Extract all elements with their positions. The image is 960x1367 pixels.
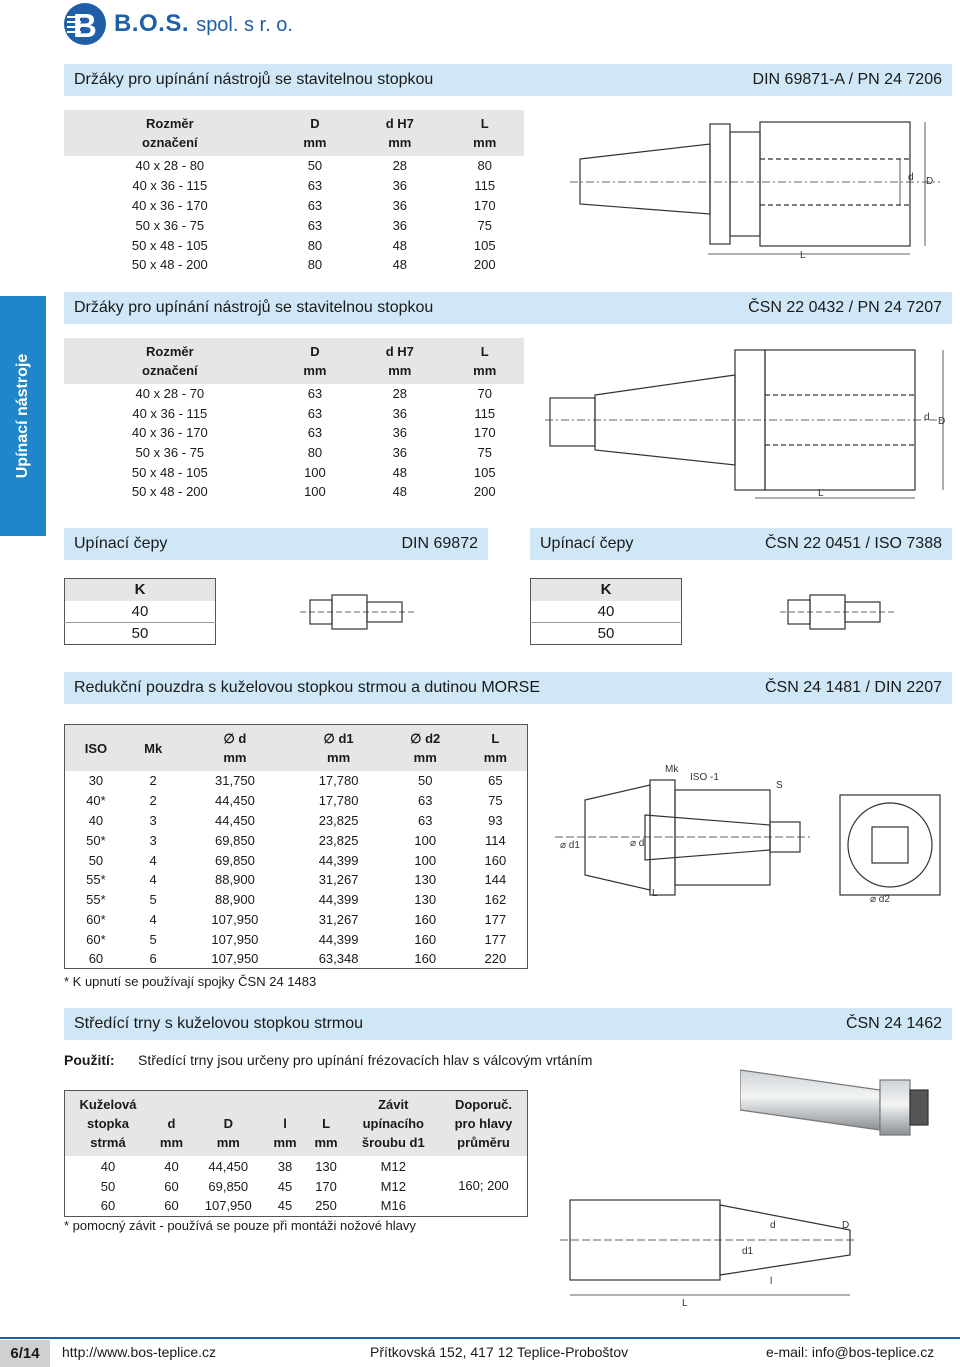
table-row (64, 482, 524, 502)
column-header (347, 1091, 440, 1157)
table-cell: 44,399 (290, 850, 386, 870)
table-cell: 36 (354, 196, 445, 216)
column-header-line: mm (473, 135, 497, 150)
column-header (276, 110, 355, 156)
table-cell: 63 (276, 215, 355, 235)
table-cell: 5 (127, 929, 180, 949)
column-header-line: upínacího (362, 1116, 424, 1131)
table-cell: 100 (387, 830, 464, 850)
column-header-line: mm (216, 1135, 240, 1150)
column-header-line: d H7 (385, 116, 414, 131)
table-cell: 50 (65, 1176, 151, 1196)
table-row (64, 215, 524, 235)
section4-title: Redukční pouzdra s kuželovou stopkou strmou a dutinou MORSE (74, 679, 541, 696)
table-cell: 63,348 (290, 949, 386, 969)
table-row (64, 443, 524, 463)
footer-address: Přítkovská 152, 417 12 Teplice-Proboštov (370, 1344, 629, 1360)
column-header-line: Rozměr (145, 344, 194, 359)
table-cell: 40 x 36 - 170 (64, 196, 276, 216)
table-row (65, 929, 528, 949)
drawing5-label-l: l (770, 1276, 773, 1287)
table-cell: 4 (127, 850, 180, 870)
table-cell: 50 (276, 156, 355, 176)
table-cell: 75 (464, 791, 528, 811)
table-row (65, 811, 528, 831)
section4-table (64, 724, 528, 969)
table-cell: 200 (445, 255, 524, 275)
table-row (64, 384, 524, 404)
table-cell: 93 (464, 811, 528, 831)
column-header (65, 1091, 151, 1157)
footer-email[interactable]: e-mail: info@bos-teplice.cz (766, 1344, 935, 1360)
table-cell: 48 (354, 235, 445, 255)
drawing5-label-d: d (770, 1220, 776, 1231)
column-header (151, 1091, 192, 1157)
footer-rule (0, 1337, 960, 1339)
column-header-line: mm (159, 1135, 184, 1150)
table-cell: 60* (65, 929, 127, 949)
column-header-line: označení (142, 135, 198, 150)
table-cell: 160 (387, 929, 464, 949)
table-cell: 36 (354, 404, 445, 424)
column-header-line: průměru (457, 1135, 510, 1150)
table-cell: 63 (387, 791, 464, 811)
section1-norm: DIN 69871-A / PN 24 7206 (752, 71, 942, 88)
table-cell: 162 (464, 890, 528, 910)
table-cell: 44,450 (179, 811, 290, 831)
section1-table (64, 110, 524, 275)
column-header-line: Kuželová (79, 1097, 137, 1112)
table-cell: 48 (354, 482, 445, 502)
column-header-line: d H7 (385, 344, 414, 359)
table-cell: 23,825 (290, 830, 386, 850)
section2-header (64, 292, 952, 324)
column-header-line: Mk (144, 740, 163, 756)
k-value: 40 (65, 601, 216, 623)
section2-title: Držáky pro upínání nástrojů se stavitelnou stopkou (74, 299, 434, 316)
table-cell: 50 x 36 - 75 (64, 443, 276, 463)
column-header-line: d (167, 1116, 176, 1131)
column-header (354, 110, 445, 156)
table-cell: 105 (445, 235, 524, 255)
column-header (290, 725, 386, 772)
drawing4-label-d1: ⌀ d1 (560, 840, 580, 851)
table-cell: 31,267 (290, 910, 386, 930)
table-cell: 60 (65, 949, 127, 969)
table-cell: 44,399 (290, 929, 386, 949)
section5-norm: ČSN 24 1462 (845, 1015, 942, 1032)
table-row (64, 156, 524, 176)
table-cell: 115 (445, 404, 524, 424)
table-cell: 50 x 48 - 105 (64, 462, 276, 482)
column-header-line: l (283, 1116, 287, 1131)
table-row (64, 423, 524, 443)
k-value: 50 (65, 623, 216, 645)
drawing4-label-iso: ISO -1 (690, 772, 719, 783)
table-cell: 105 (445, 462, 524, 482)
column-header-line: mm (413, 750, 437, 765)
column-header (65, 725, 127, 772)
usage-label: Použití: (64, 1052, 115, 1068)
column-header-line: mm (303, 135, 327, 150)
section3-right-norm: ČSN 22 0451 / ISO 7388 (765, 535, 942, 552)
column-header-line: L (480, 116, 489, 131)
company-logo (64, 2, 364, 46)
section2-table (64, 338, 524, 502)
table-cell: 2 (127, 771, 180, 791)
col-k: K (65, 579, 216, 601)
bos-logo-icon: B (64, 3, 106, 45)
holder-drawing-2 (545, 340, 955, 505)
table-cell: 160 (464, 850, 528, 870)
section3-right-table (530, 578, 682, 645)
table-cell: 50 x 36 - 75 (64, 215, 276, 235)
table-cell: 69,850 (179, 830, 290, 850)
table-cell: 144 (464, 870, 528, 890)
drawing2-label-D: D (938, 416, 946, 427)
table-cell: 40 (65, 1156, 151, 1176)
drawing4-label-d: ⌀ d (630, 838, 645, 849)
table-cell: 63 (276, 404, 355, 424)
table-cell: 100 (387, 850, 464, 870)
table-cell: M12 (347, 1156, 440, 1176)
table-row (65, 771, 528, 791)
table-cell: 44,450 (179, 791, 290, 811)
column-header-line: mm (303, 363, 327, 378)
table-cell: 40* (65, 791, 127, 811)
section5-table (64, 1090, 528, 1217)
table-row (65, 870, 528, 890)
section4-header (64, 672, 952, 704)
column-header-line: strmá (90, 1135, 126, 1150)
column-header-line: šroubu d1 (361, 1135, 425, 1150)
column-header-line: pro hlavy (454, 1116, 513, 1131)
recommended-diameter: 160; 200 (440, 1156, 528, 1216)
table-cell: 31,267 (290, 870, 386, 890)
table-cell: 3 (127, 830, 180, 850)
usage-text: Středící trny jsou určeny pro upínání frézovacích hlav s válcovým vrtáním (138, 1052, 593, 1068)
column-header (387, 725, 464, 772)
column-header-line: L (322, 1116, 331, 1131)
table-cell: 44,450 (192, 1156, 265, 1176)
table-cell: 36 (354, 215, 445, 235)
pull-stud-drawing-2 (780, 590, 900, 635)
table-cell: 28 (354, 384, 445, 404)
table-cell: 80 (276, 235, 355, 255)
col-k: K (531, 579, 682, 601)
column-header-line: ∅ d1 (323, 731, 354, 746)
table-cell: 55* (65, 870, 127, 890)
arbor-photo (740, 1050, 940, 1140)
table-cell: 2 (127, 791, 180, 811)
column-header (445, 338, 524, 384)
table-cell: 48 (354, 255, 445, 275)
column-header-line: mm (273, 1135, 297, 1150)
table-cell: 250 (306, 1196, 347, 1216)
table-cell: 63 (276, 384, 355, 404)
table-row (64, 235, 524, 255)
column-header-line: D (223, 1116, 233, 1131)
table-cell: 69,850 (192, 1176, 265, 1196)
company-name: B.O.S. spol. s r. o. (114, 10, 293, 37)
table-cell: 40 x 28 - 80 (64, 156, 276, 176)
table-row (65, 890, 528, 910)
table-cell: 40 x 36 - 115 (64, 176, 276, 196)
section4-note: * K upnutí se používají spojky ČSN 24 1483 (64, 974, 317, 989)
column-header (440, 1091, 528, 1157)
pull-stud-drawing-1 (300, 590, 420, 635)
table-cell: M12 (347, 1176, 440, 1196)
table-cell: 60 (151, 1196, 192, 1216)
table-cell: 60* (65, 910, 127, 930)
column-header (192, 1091, 265, 1157)
column-header (127, 725, 180, 772)
table-cell: 50 x 48 - 105 (64, 235, 276, 255)
table-cell: 45 (265, 1176, 306, 1196)
section3-left-header (64, 528, 488, 560)
table-cell: 115 (445, 176, 524, 196)
table-cell: 70 (445, 384, 524, 404)
table-cell: 80 (276, 255, 355, 275)
table-cell: 63 (276, 423, 355, 443)
table-cell: 36 (354, 423, 445, 443)
column-header-line: Rozměr (145, 116, 194, 131)
table-cell: 130 (387, 870, 464, 890)
table-row (65, 949, 528, 969)
table-cell: 65 (464, 771, 528, 791)
table-cell: 6 (127, 949, 180, 969)
table-row (64, 176, 524, 196)
column-header (306, 1091, 347, 1157)
section3-left-table (64, 578, 216, 645)
table-cell: 160 (387, 949, 464, 969)
table-cell: 63 (387, 811, 464, 831)
column-header-line: mm (483, 750, 507, 765)
drawing4-label-mk: Mk (665, 764, 679, 775)
table-cell: 17,780 (290, 791, 386, 811)
drawing1-label-d: d (908, 172, 914, 183)
table-row (65, 1156, 528, 1176)
column-header-line: mm (473, 363, 497, 378)
column-header-line: mm (388, 135, 412, 150)
table-cell: 177 (464, 910, 528, 930)
table-cell: 55* (65, 890, 127, 910)
column-header (64, 110, 276, 156)
column-header (276, 338, 355, 384)
table-cell: 177 (464, 929, 528, 949)
section2-norm: ČSN 22 0432 / PN 24 7207 (748, 299, 942, 316)
footer-url[interactable]: http://www.bos-teplice.cz (62, 1344, 217, 1360)
table-row (64, 404, 524, 424)
drawing1-label-L: L (800, 250, 806, 261)
page-number: 6/14 (0, 1340, 50, 1367)
table-cell: 40 (65, 811, 127, 831)
table-cell: 88,900 (179, 890, 290, 910)
table-cell: 50 x 48 - 200 (64, 255, 276, 275)
column-header-line: mm (327, 750, 351, 765)
table-cell: 107,950 (179, 910, 290, 930)
table-cell: 40 x 36 - 115 (64, 404, 276, 424)
column-header-line: ∅ d2 (410, 731, 441, 746)
table-row (65, 830, 528, 850)
table-cell: 80 (276, 443, 355, 463)
k-value: 50 (531, 623, 682, 645)
table-cell: 4 (127, 910, 180, 930)
table-cell: 45 (265, 1196, 306, 1216)
column-header (64, 338, 276, 384)
column-header (265, 1091, 306, 1157)
section5-note: * pomocný závit - používá se pouze při montáži nožové hlavy (64, 1218, 416, 1233)
column-header-line: mm (314, 1135, 338, 1150)
table-cell: 114 (464, 830, 528, 850)
drawing1-label-D: D (926, 176, 934, 187)
column-header-line: D (310, 344, 320, 359)
table-cell: 28 (354, 156, 445, 176)
table-cell: 130 (387, 890, 464, 910)
table-cell: 75 (445, 443, 524, 463)
column-header (464, 725, 528, 772)
table-cell: 3 (127, 811, 180, 831)
holder-drawing-1 (570, 104, 950, 266)
table-cell: 160 (387, 910, 464, 930)
table-cell: 60 (65, 1196, 151, 1216)
table-row (65, 791, 528, 811)
column-header (179, 725, 290, 772)
drawing4-label-L: L (652, 888, 658, 899)
table-cell: 4 (127, 870, 180, 890)
section3-right-header (530, 528, 952, 560)
column-header-line: mm (223, 750, 247, 765)
table-cell: 100 (276, 482, 355, 502)
table-cell: 30 (65, 771, 127, 791)
table-cell: 48 (354, 462, 445, 482)
section3-left-norm: DIN 69872 (401, 535, 478, 552)
section3-right-title: Upínací čepy (540, 535, 634, 552)
table-cell: M16 (347, 1196, 440, 1216)
column-header-line: mm (388, 363, 412, 378)
table-cell: 17,780 (290, 771, 386, 791)
table-cell: 63 (276, 176, 355, 196)
table-cell: 40 (151, 1156, 192, 1176)
table-cell: 107,950 (192, 1196, 265, 1216)
table-cell: 60 (151, 1176, 192, 1196)
table-cell: 130 (306, 1156, 347, 1176)
column-header-line: Doporuč. (454, 1097, 513, 1112)
table-cell: 50 (65, 850, 127, 870)
table-cell: 23,825 (290, 811, 386, 831)
drawing4-label-d2: ⌀ d2 (870, 894, 890, 905)
column-header-line: Závit (378, 1097, 409, 1112)
table-cell: 100 (276, 462, 355, 482)
drawing5-label-L: L (682, 1298, 688, 1309)
table-cell: 88,900 (179, 870, 290, 890)
table-cell: 63 (276, 196, 355, 216)
table-cell: 36 (354, 176, 445, 196)
table-cell: 170 (445, 196, 524, 216)
arbor-drawing (560, 1190, 860, 1310)
table-cell: 107,950 (179, 949, 290, 969)
column-header (445, 110, 524, 156)
section5-header (64, 1008, 952, 1040)
section3-left-title: Upínací čepy (74, 535, 168, 552)
table-cell: 69,850 (179, 850, 290, 870)
column-header-line: ∅ d (223, 731, 247, 746)
table-cell: 50* (65, 830, 127, 850)
table-cell: 44,399 (290, 890, 386, 910)
table-row (64, 196, 524, 216)
section1-header (64, 64, 952, 96)
column-header-line: označení (142, 363, 198, 378)
table-cell: 200 (445, 482, 524, 502)
table-cell: 75 (445, 215, 524, 235)
table-cell: 170 (306, 1176, 347, 1196)
section5-title: Středící trny s kuželovou stopkou strmou (74, 1015, 364, 1032)
table-cell: 220 (464, 949, 528, 969)
table-row (64, 462, 524, 482)
table-cell: 36 (354, 443, 445, 463)
drawing4-label-s: S (776, 780, 783, 791)
table-cell: 40 x 36 - 170 (64, 423, 276, 443)
drawing5-label-d1: d1 (742, 1246, 754, 1257)
column-header-line: stopka (87, 1116, 129, 1131)
table-cell: 170 (445, 423, 524, 443)
column-header-line: ISO (84, 740, 108, 756)
column-header-line: L (480, 344, 489, 359)
table-cell: 50 x 48 - 200 (64, 482, 276, 502)
section4-norm: ČSN 24 1481 / DIN 2207 (765, 679, 942, 696)
column-header-line: L (491, 731, 500, 746)
table-cell: 50 (387, 771, 464, 791)
table-cell: 107,950 (179, 929, 290, 949)
table-cell: 80 (445, 156, 524, 176)
drawing5-label-D: D (842, 1220, 850, 1231)
drawing2-label-L: L (818, 488, 824, 499)
table-row (64, 255, 524, 275)
table-cell: 40 x 28 - 70 (64, 384, 276, 404)
column-header (354, 338, 445, 384)
column-header-line: D (310, 116, 320, 131)
side-category-tab: Upínací nástroje (0, 296, 46, 536)
k-value: 40 (531, 601, 682, 623)
table-row (65, 850, 528, 870)
table-cell: 38 (265, 1156, 306, 1176)
table-cell: 5 (127, 890, 180, 910)
reduction-sleeve-drawing (555, 760, 955, 920)
drawing2-label-d: d (924, 412, 930, 423)
table-row (65, 910, 528, 930)
section1-title: Držáky pro upínání nástrojů se stavitelnou stopkou (74, 71, 434, 88)
table-cell: 31,750 (179, 771, 290, 791)
